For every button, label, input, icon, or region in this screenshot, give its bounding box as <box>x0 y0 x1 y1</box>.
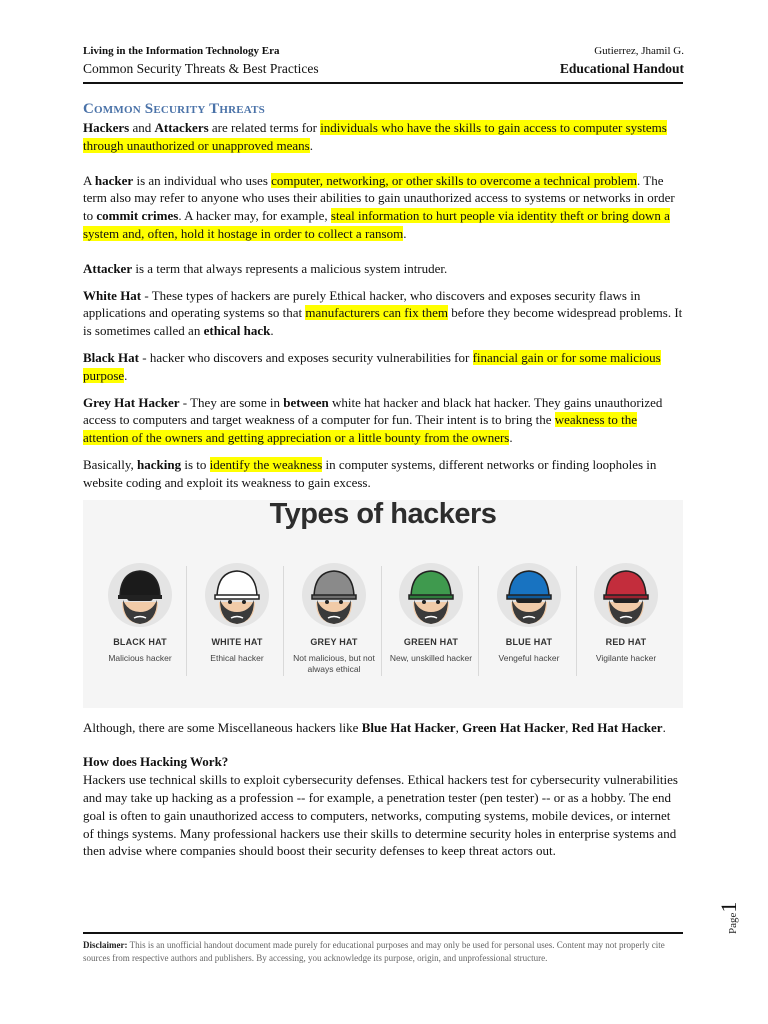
text: . The term also may refer to anyone who uses their abilities to gain unauthorized access to systems or networks in order to <box>83 172 675 224</box>
hacker-type-description: Malicious hacker <box>108 653 172 664</box>
text: . <box>662 719 666 735</box>
term-grey-hat: Grey Hat Hacker <box>83 394 180 410</box>
header-divider <box>83 82 683 84</box>
highlight: financial gain or for some malicious purpose <box>83 349 661 383</box>
highlight: steal information to hurt people via identity theft or bring down a system and, often, hold it hostage in order to collect a ransom <box>83 208 670 241</box>
text: before they become widespread problems. It is sometimes called an <box>83 305 683 339</box>
hacker-type-name: BLACK HAT <box>113 636 167 647</box>
text: , <box>565 719 572 735</box>
term-green-hat-hacker: Green Hat Hacker <box>462 719 566 735</box>
hacker-type-name: RED HAT <box>605 636 647 647</box>
paragraph-white-hat <box>83 287 683 340</box>
text: are related terms for <box>208 120 321 135</box>
term-between: between <box>283 394 329 410</box>
text: . <box>124 367 128 383</box>
term-hacker: hacker <box>94 172 134 188</box>
heading-how-hacking-works <box>83 753 683 771</box>
types-of-hackers-figure <box>83 497 683 708</box>
text: . <box>309 137 313 153</box>
topic-title: Common Security Threats & Best Practices <box>83 61 319 76</box>
white-hat-hacker-icon <box>204 562 270 628</box>
text: is an individual who uses <box>133 172 272 188</box>
course-title: Living in the Information Technology Era <box>83 45 280 57</box>
highlight: individuals who have the skills to gain access to computer systems through unauthorized or unapproved means <box>83 120 667 153</box>
term-hacking: hacking <box>137 456 182 472</box>
black-hat-hacker-icon <box>107 562 173 628</box>
text: and <box>129 120 155 135</box>
text: . <box>403 225 407 241</box>
term-attackers: Attackers <box>154 120 209 135</box>
text: Basically, <box>83 456 138 472</box>
hacker-type-red-hat <box>578 562 674 700</box>
term-hackers: Hackers <box>83 120 130 135</box>
term-commit-crimes: commit crimes <box>96 208 179 224</box>
hacker-type-black-hat <box>92 562 188 700</box>
hacker-type-description: Vigilante hacker <box>595 653 657 664</box>
disclaimer-label: Disclaimer: <box>83 940 128 950</box>
text: - They are some in <box>179 394 284 410</box>
highlight: identify the weakness <box>209 456 323 472</box>
term-red-hat-hacker: Red Hat Hacker <box>571 719 663 735</box>
main-content <box>83 99 683 860</box>
paragraph-how-hacking-works: Hackers use technical skills to exploit cybersecurity defenses. Ethical hackers test for cybersecurity vulnerabilities and may take up hacking as a profession -- for example, a penetration tester (pen tester) -- or as a hobby. The end goal is often to gain unauthorized access to computers, networks, computing systems, mobile devices, or internet of things systems. Many professional hackers use their skills to determine security holes in enterprise systems and then advise where companies should boost their security defenses to keep threat actors out. <box>83 772 678 859</box>
text: . A hacker may, for example, <box>178 208 331 224</box>
text: in computer systems, different networks or finding loopholes in website coding and exploit its weakness to gain excess. <box>83 456 657 490</box>
highlight: computer, networking, or other skills to overcome a technical problem <box>271 172 638 188</box>
paragraph-hacking <box>83 456 683 492</box>
author-name: Gutierrez, Jhamil G. <box>594 45 684 57</box>
page-label: Page <box>727 912 739 934</box>
text: is a term that always represents a malicious system intruder. <box>132 260 448 276</box>
green-hat-hacker-icon <box>398 562 464 628</box>
paragraph-misc-hackers <box>83 719 683 737</box>
red-hat-hacker-icon <box>593 562 659 628</box>
page-number-value: 1 <box>716 901 741 913</box>
hacker-type-description: Ethical hacker <box>210 653 264 664</box>
hacker-type-green-hat <box>383 562 479 700</box>
term-black-hat: Black Hat <box>83 349 139 365</box>
blue-hat-hacker-icon <box>496 562 562 628</box>
text: , <box>455 719 463 735</box>
text: A <box>83 172 95 188</box>
hacker-type-name: BLUE HAT <box>505 636 553 647</box>
hacker-type-description: Not malicious, but not always ethical <box>293 653 375 674</box>
hacker-type-name: GREEN HAT <box>403 636 459 647</box>
hacker-type-white-hat <box>189 562 285 700</box>
highlight: manufacturers can fix them <box>305 305 448 321</box>
disclaimer-text: This is an unofficial handout document made purely for educational purposes and may only be used for personal uses. Content may not properly cite sources from respective authors and publishers. By accessing, you acknowledge its purpose, origin, and unprofessional structure. <box>83 940 665 963</box>
text: - hacker who discovers and exposes security vulnerabilities for <box>138 349 473 365</box>
paragraph-hackers-attackers <box>83 119 683 155</box>
document-type: Educational Handout <box>559 61 684 76</box>
section-title: Common Security Threats <box>83 101 265 117</box>
text: . <box>509 430 513 446</box>
hacker-type-description: Vengeful hacker <box>498 653 560 664</box>
term-blue-hat-hacker: Blue Hat Hacker <box>361 719 456 735</box>
hacker-type-name: WHITE HAT <box>211 636 263 647</box>
hacker-type-name: GREY HAT <box>310 636 358 647</box>
text: . <box>270 323 274 339</box>
text: Although, there are some Miscellaneous hackers like <box>83 719 362 735</box>
paragraph-attacker <box>83 260 683 278</box>
figure-title: Types of hackers <box>269 497 497 530</box>
text: - These types of hackers are purely Ethical hacker, who discovers and exposes security flaws in applications and operating systems so that <box>83 287 641 321</box>
term-white-hat: White Hat <box>83 287 142 303</box>
hacker-type-blue-hat <box>481 562 577 700</box>
term-ethical-hack: ethical hack <box>203 323 271 339</box>
hacker-type-grey-hat <box>286 562 382 700</box>
paragraph-hacker-definition <box>83 172 683 243</box>
highlight: weakness to the attention of the owners and getting appreciation or a little bounty from the owners <box>83 412 638 446</box>
footer-divider <box>83 932 683 934</box>
grey-hat-hacker-icon <box>301 562 367 628</box>
paragraph-grey-hat <box>83 394 683 447</box>
subheading: How does Hacking Work? <box>83 754 229 770</box>
page-number <box>716 902 742 934</box>
text: is to <box>181 456 210 472</box>
disclaimer <box>83 939 683 964</box>
term-attacker: Attacker <box>83 260 133 276</box>
hacker-type-description: New, unskilled hacker <box>389 653 473 664</box>
paragraph-black-hat <box>83 349 683 385</box>
text: white hat hacker and black hat hacker. They gains unauthorized access to computers and target weakness of a computer for fun. Their intent is to bring the <box>83 394 663 428</box>
